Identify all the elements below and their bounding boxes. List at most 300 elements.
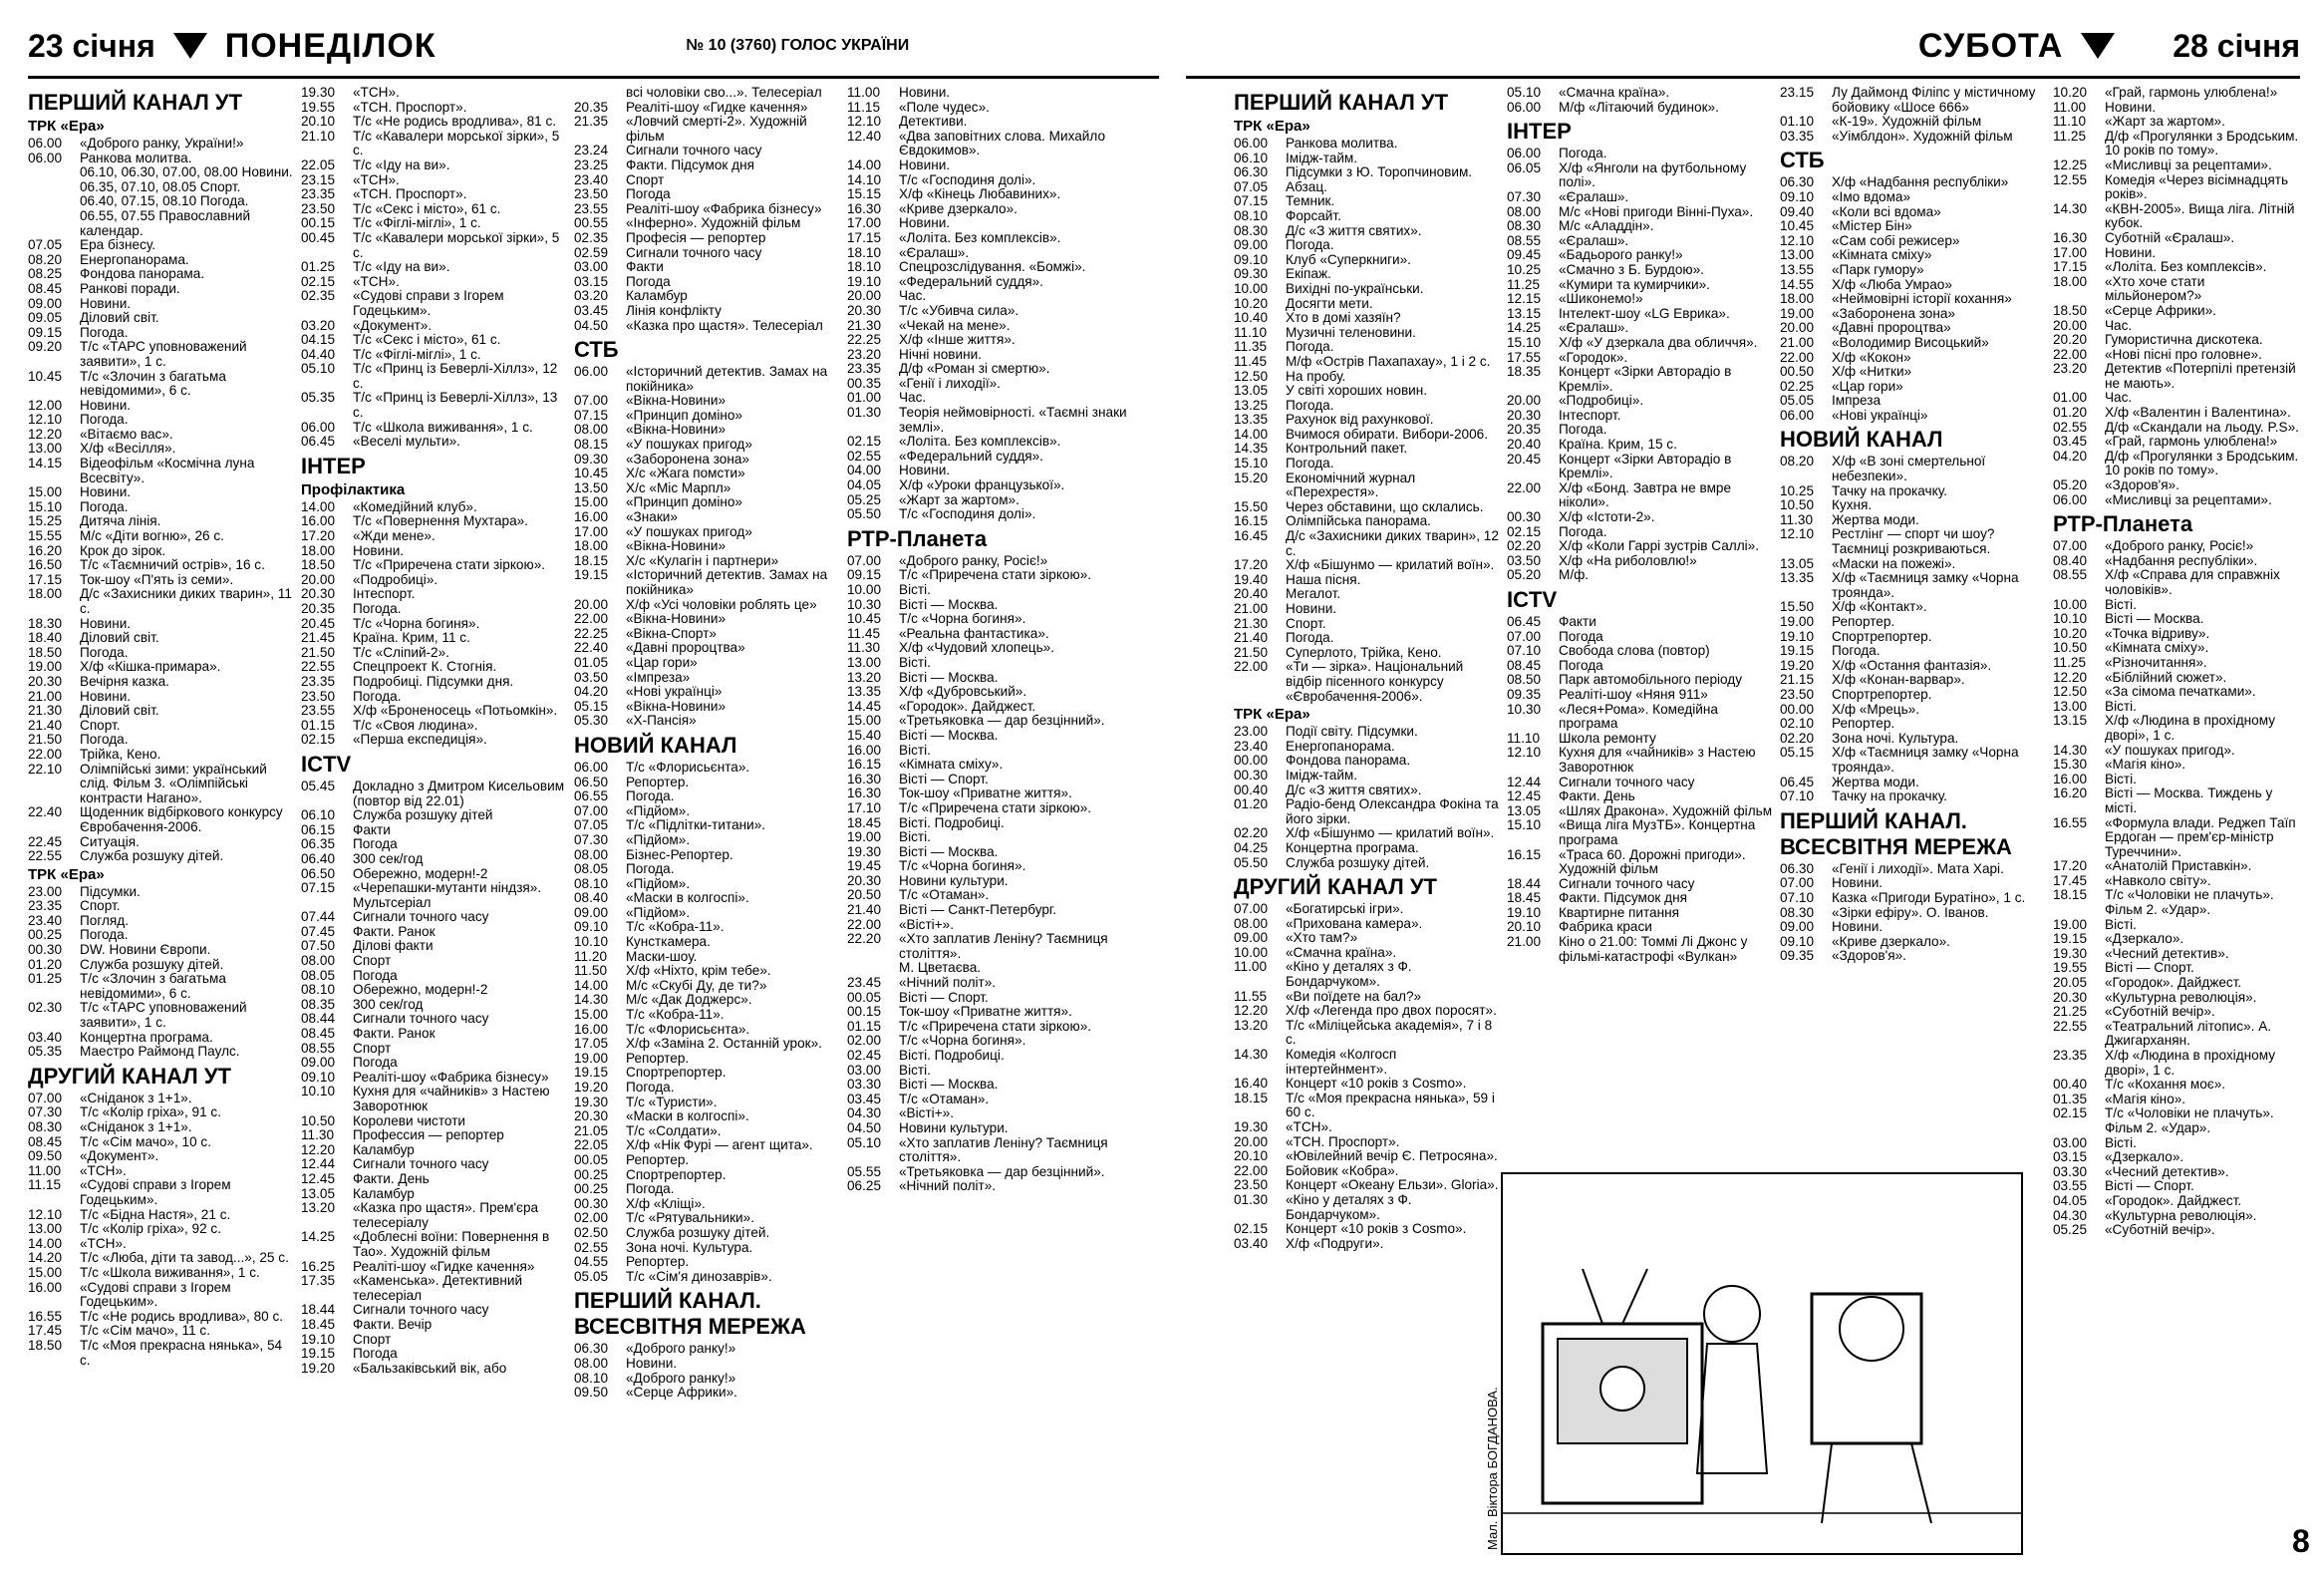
program-item — [1234, 238, 1501, 253]
program-title: Час. — [2105, 317, 2133, 333]
program-item — [1780, 920, 2047, 935]
program-time: 12.10 — [28, 412, 63, 428]
program-title: Країна. Крим, 15 с. — [1559, 437, 1677, 453]
program-title: «Вітаємо вас». — [80, 426, 173, 442]
program-time: 15.50 — [1234, 498, 1269, 514]
program-time: 03.00 — [847, 1062, 882, 1078]
program-title: Абзац. — [1286, 178, 1327, 194]
program-time: 10.20 — [1234, 295, 1269, 311]
program-item — [28, 253, 295, 268]
program-title: Погода. — [353, 601, 402, 616]
program-title: «Кіно у деталях з Ф. Бондарчуком». — [1286, 1191, 1412, 1222]
program-title: «Доброго ранку!» — [626, 1370, 736, 1386]
program-time: 13.35 — [847, 684, 882, 700]
program-title: Концерт «10 років з Cosmo». — [1286, 1221, 1467, 1237]
program-time: 07.05 — [1234, 178, 1269, 194]
program-item — [1780, 789, 2047, 804]
program-item — [2053, 685, 2300, 700]
program-title: Т/с «Сім мачо», 10 с. — [80, 1133, 212, 1149]
program-item — [574, 453, 841, 468]
program-item — [28, 514, 295, 529]
program-title: Т/с «Моя прекрасна нянька», 54 с. — [80, 1337, 283, 1368]
program-title: «Мисливці за рецептами». — [2105, 157, 2272, 172]
program-item — [1234, 931, 1501, 946]
program-time: 20.30 — [574, 1108, 609, 1124]
program-title: Діловий світ. — [80, 703, 159, 719]
program-item — [1234, 355, 1501, 370]
program-title: Х/ф «Весілля». — [80, 441, 176, 457]
program-title: «Доброго ранку!» — [626, 1341, 736, 1357]
program-title: Досягти мети. — [1286, 295, 1373, 311]
program-item — [1234, 646, 1501, 661]
program-title: «Реальна фантастика». — [899, 625, 1049, 641]
program-time: 14.30 — [2053, 200, 2088, 216]
program-item — [1507, 86, 1774, 101]
program-time: 02.30 — [28, 1000, 63, 1016]
program-item — [1234, 1193, 1501, 1222]
program-item — [2053, 493, 2300, 508]
program-time: 22.25 — [574, 625, 609, 641]
program-item — [301, 173, 568, 188]
program-title: Т/с «Господиня долі». — [899, 506, 1036, 522]
program-time: 18.30 — [28, 615, 63, 631]
program-time: 23.40 — [28, 912, 63, 928]
program-title: Суботній «Єралаш». — [2105, 229, 2235, 245]
program-item — [574, 1096, 841, 1110]
program-item — [847, 130, 1146, 158]
program-title: Т/с «Сім мачо», 11 с. — [80, 1323, 210, 1339]
program-time: 23.55 — [574, 200, 609, 216]
program-time: 23.40 — [1234, 738, 1269, 754]
program-time: 17.35 — [301, 1273, 336, 1289]
program-time: 08.00 — [574, 846, 609, 862]
program-title: Рахунок від рахункової. — [1286, 412, 1434, 428]
program-item — [1234, 660, 1501, 704]
program-item — [1780, 935, 2047, 950]
program-title: Вісті. — [899, 654, 931, 670]
program-item — [28, 1222, 295, 1237]
program-title: «Чекай на мене». — [899, 317, 1011, 333]
program-title: «Маски на пожежі». — [1832, 555, 1956, 571]
program-title: Погода. — [626, 1080, 675, 1095]
program-title: «Зірки ефіру». О. Іванов. — [1832, 904, 1989, 920]
program-time: 08.00 — [1234, 915, 1269, 931]
program-time: 08.10 — [574, 1370, 609, 1386]
program-item — [1234, 267, 1501, 282]
program-time: 23.50 — [301, 200, 336, 216]
program-time: 14.55 — [1780, 276, 1815, 292]
program-title: «Підйом». — [626, 831, 691, 847]
program-title: Вісті — Спорт. — [899, 989, 989, 1005]
program-item — [847, 991, 1146, 1006]
program-item — [1780, 263, 2047, 278]
program-time: 05.50 — [847, 506, 882, 522]
program-item — [28, 660, 295, 675]
program-title: Ранкова молитва. — [80, 150, 192, 165]
program-time: 07.15 — [1234, 193, 1269, 209]
program-time: 13.00 — [847, 654, 882, 670]
program-title: Новини культури. — [899, 872, 1009, 888]
program-time: 10.45 — [28, 368, 63, 384]
program-time: 18.50 — [2053, 302, 2088, 318]
program-time: 20.30 — [2053, 989, 2088, 1005]
program-item — [1234, 754, 1501, 769]
program-item — [1780, 862, 2047, 877]
program-title: 06.35, 07.10, 08.05 Спорт. — [80, 178, 241, 194]
program-item — [574, 365, 841, 394]
program-title: «Сам собі режисер» — [1832, 232, 1960, 248]
program-item — [1780, 949, 2047, 964]
program-time: 06.50 — [574, 774, 609, 789]
program-time: 15.30 — [2053, 757, 2088, 773]
left-day: ПОНЕДІЛОК — [224, 26, 436, 65]
program-item — [847, 319, 1146, 334]
program-title: Спортрепортер. — [626, 1166, 726, 1182]
program-title: Час. — [899, 288, 927, 304]
program-time: 12.50 — [2053, 684, 2088, 700]
program-title: Факти. День — [1559, 788, 1635, 804]
program-item — [301, 231, 568, 260]
program-title: Х/ф «В зоні смертельної небезпеки». — [1832, 454, 1986, 484]
program-item — [28, 885, 295, 900]
program-title: «Нові українці» — [626, 684, 723, 700]
program-time: 06.15 — [301, 821, 336, 837]
program-title: «Хто там?» — [1286, 930, 1358, 946]
program-item — [1507, 510, 1774, 525]
program-time: 01.20 — [28, 956, 63, 972]
program-time: 06.00 — [1780, 407, 1815, 423]
program-time: 18.45 — [1507, 890, 1542, 906]
program-title: Інтеспорт. — [1559, 407, 1621, 423]
program-title: «Принцип доміно» — [626, 407, 742, 423]
program-time: 19.30 — [301, 86, 336, 100]
program-item — [574, 101, 841, 116]
program-item — [1507, 248, 1774, 263]
program-item — [1507, 804, 1774, 819]
program-item — [2053, 260, 2300, 275]
program-title: Через обставини, що склались. — [1286, 498, 1484, 514]
program-time: 04.50 — [574, 317, 609, 333]
program-time: 02.25 — [1780, 378, 1815, 394]
program-item — [2053, 348, 2300, 363]
program-title: Новини. — [2105, 99, 2157, 115]
program-item — [2053, 859, 2300, 874]
program-item — [574, 1211, 841, 1226]
program-title: Мегалот. — [1286, 586, 1341, 602]
program-title: Погода. — [1832, 643, 1881, 659]
program-time: 07.05 — [574, 817, 609, 833]
program-time: 15.10 — [1507, 817, 1542, 833]
program-title: «Хто хоче стати мільйонером?» — [2105, 273, 2205, 304]
program-item — [2053, 86, 2300, 101]
program-time: 08.00 — [574, 422, 609, 438]
program-time: 12.44 — [1507, 774, 1542, 789]
program-item — [1780, 380, 2047, 395]
program-item — [301, 983, 568, 998]
program-time: 02.45 — [847, 1048, 882, 1063]
program-title: «Богатирські ігри». — [1286, 901, 1404, 917]
program-title: «Доброго ранку, України!» — [80, 136, 244, 151]
program-time: 22.55 — [301, 659, 336, 675]
program-time: 09.50 — [574, 1385, 609, 1401]
program-time: 12.20 — [2053, 669, 2088, 685]
program-time: 08.30 — [1234, 222, 1269, 238]
program-title: Ситуація. — [80, 833, 140, 849]
program-item — [2053, 947, 2300, 962]
program-title: Д/ф «Роман зі смертю». — [899, 361, 1050, 377]
program-time: 02.15 — [1234, 1221, 1269, 1237]
program-item — [847, 406, 1146, 435]
program-time: 11.20 — [574, 948, 608, 964]
program-item — [2053, 1223, 2300, 1238]
program-title: Т/с «Кавалери морської зірки», 5 с. — [353, 229, 560, 260]
program-item — [28, 428, 295, 443]
program-title: «За сімома печатками». — [2105, 684, 2256, 700]
program-time: 06.30 — [574, 1341, 609, 1357]
program-item — [574, 231, 841, 246]
program-item — [1234, 1048, 1501, 1077]
program-time: 00.30 — [1507, 509, 1542, 525]
program-item — [301, 1230, 568, 1259]
program-item — [574, 1052, 841, 1067]
program-title: М/с «Нові пригоди Вінні-Пуха». — [1559, 203, 1754, 219]
program-time: 06.30 — [1780, 174, 1815, 190]
program-item — [1780, 644, 2047, 659]
program-title: Музичні теленовини. — [1286, 324, 1416, 340]
program-title: Вісті — Москва. — [899, 669, 999, 685]
program-title: Служба розшуку дітей. — [626, 1224, 770, 1240]
program-item — [301, 362, 568, 391]
program-item — [847, 903, 1146, 918]
program-title: Погода. — [1286, 339, 1334, 355]
program-time: 10.45 — [1780, 218, 1815, 234]
program-item — [2053, 568, 2300, 597]
program-title: Т/с «Своя людина». — [353, 717, 478, 733]
program-time: 19.30 — [2053, 945, 2088, 961]
program-time: 12.40 — [847, 128, 882, 144]
program-time: 01.00 — [847, 390, 882, 406]
program-title: Енергопанорама. — [80, 251, 189, 267]
program-title: «Третьяковка — дар безцінний». — [899, 713, 1105, 729]
program-time: 03.45 — [574, 302, 609, 318]
program-item — [28, 1105, 295, 1120]
program-title: «Неймовірні історії кохання» — [1832, 291, 2012, 307]
program-title: Дитяча лінія. — [80, 513, 161, 529]
program-item — [847, 758, 1146, 773]
program-item — [574, 1066, 841, 1081]
program-time — [28, 194, 80, 209]
program-item — [847, 260, 1146, 275]
program-time: 16.15 — [847, 757, 882, 773]
program-item — [1234, 180, 1501, 195]
program-item — [1780, 205, 2047, 220]
program-item — [847, 816, 1146, 831]
program-time: 16.00 — [28, 1279, 63, 1295]
program-time: 22.55 — [28, 848, 63, 864]
program-time: 23.55 — [301, 703, 336, 719]
program-time: 22.10 — [28, 761, 63, 777]
listing-column — [1780, 86, 2047, 1162]
program-title: Гумористична дискотека. — [2105, 332, 2263, 348]
program-title: Інтелект-шоу «LG Еврика». — [1559, 305, 1730, 321]
program-title: Т/с «Кобра-11». — [626, 919, 725, 935]
program-item — [1780, 498, 2047, 513]
program-title: Новини. — [899, 157, 951, 172]
program-title: Концерт «Океану Ельзи». Gloria». — [1286, 1177, 1499, 1193]
program-item — [1507, 630, 1774, 645]
program-title: «Сніданок з 1+1». — [80, 1090, 192, 1105]
program-title: 300 сек/год — [353, 996, 424, 1012]
program-time: 10.00 — [1234, 280, 1269, 296]
program-title: «Культурна революція». — [2105, 989, 2257, 1005]
program-title: Т/с «Злочин з багатьма невідомими», 6 с. — [80, 368, 226, 399]
program-item — [1234, 1237, 1501, 1252]
channel-heading: НОВИЙ КАНАЛ — [574, 732, 737, 758]
program-title: Новини. — [1832, 875, 1884, 891]
program-title: Вісті — Санкт-Петербург. — [899, 902, 1057, 918]
program-time: 04.50 — [847, 1119, 882, 1135]
program-time: 09.10 — [301, 1069, 336, 1085]
program-time: 07.15 — [574, 407, 609, 423]
program-time: 19.55 — [2053, 960, 2088, 976]
program-item — [28, 849, 295, 864]
program-title: «Перша експедиція». — [353, 732, 487, 748]
program-title: «Ти — зірка». Національний відбір пісенного конкурсу «Євробачення-2006». — [1286, 659, 1464, 704]
program-title: «У пошуках пригод» — [626, 523, 752, 539]
program-time: 17.00 — [2053, 244, 2088, 260]
program-item — [28, 914, 295, 929]
program-title: Вісті — Москва. — [899, 1077, 999, 1093]
program-time: 10.45 — [574, 466, 609, 481]
program-title: Ток-шоу «Приватне життя». — [899, 1004, 1072, 1020]
program-item — [574, 789, 841, 804]
program-item — [574, 1037, 841, 1052]
program-title: Факти — [353, 821, 391, 837]
triangle-down-icon — [173, 33, 207, 59]
program-item — [2053, 656, 2300, 671]
program-item — [28, 646, 295, 661]
program-item — [847, 158, 1146, 173]
program-time: 13.20 — [301, 1200, 336, 1216]
program-item — [28, 748, 295, 763]
program-time: 06.00 — [574, 759, 609, 775]
program-title: Відеофільм «Космічна луна Всесвіту». — [80, 456, 255, 485]
program-title: Погода. — [1286, 456, 1334, 471]
program-item — [574, 1226, 841, 1241]
program-item — [28, 690, 295, 705]
program-item — [1507, 147, 1774, 161]
program-item — [301, 558, 568, 573]
program-item — [301, 86, 568, 101]
program-time: 19.15 — [1780, 643, 1815, 659]
program-time: 21.50 — [1234, 644, 1269, 660]
program-time: 16.15 — [1234, 513, 1269, 529]
program-item — [28, 1135, 295, 1150]
program-title: «ТСН». — [80, 1162, 127, 1178]
program-item — [1234, 960, 1501, 989]
program-item — [28, 675, 295, 690]
program-item — [847, 275, 1146, 290]
channel-heading: ПЕРШИЙ КАНАЛ. ВСЕСВІТНЯ МЕРЕЖА — [1780, 807, 2012, 859]
program-item — [574, 304, 841, 319]
program-item — [574, 685, 841, 700]
program-time: 17.15 — [2053, 259, 2088, 275]
program-time: 20.45 — [1507, 451, 1542, 467]
program-item — [1780, 175, 2047, 190]
program-item — [1234, 471, 1501, 500]
program-title: Погода. — [1559, 523, 1607, 539]
program-title: «Городок». — [1559, 349, 1628, 365]
program-time: 18.10 — [847, 259, 882, 275]
program-time: 14.00 — [28, 1235, 63, 1251]
program-title: Х/ф «Ніхто, крім тебе». — [626, 963, 771, 979]
program-time: 07.44 — [301, 909, 336, 925]
program-time: 09.50 — [28, 1148, 63, 1164]
program-time: 08.44 — [301, 1011, 336, 1027]
program-title: Погода. — [626, 1181, 675, 1197]
program-item — [1780, 732, 2047, 747]
program-item — [1780, 321, 2047, 336]
program-time: 09.35 — [1780, 948, 1815, 964]
program-item — [28, 704, 295, 719]
program-time: 19.40 — [1234, 571, 1269, 587]
program-title: «Знаки» — [626, 509, 678, 525]
program-title: Вісті. Подробиці. — [899, 1048, 1005, 1063]
program-title: Т/с «Принц із Беверлі-Хіллз», 12 с. — [353, 361, 558, 391]
program-title: «Здоров'я». — [2105, 477, 2179, 493]
program-title: Вісті. — [899, 829, 931, 845]
program-time: 11.25 — [2053, 128, 2087, 144]
program-item — [1780, 891, 2047, 906]
program-title: Погода — [1559, 657, 1603, 673]
program-title: Погода — [1559, 628, 1603, 644]
program-item — [1507, 659, 1774, 674]
program-item — [1234, 326, 1501, 341]
program-item — [847, 568, 1146, 583]
program-item — [28, 1149, 295, 1164]
program-item — [1234, 457, 1501, 471]
program-time: 08.40 — [2053, 552, 2088, 568]
program-item — [1780, 234, 2047, 249]
program-item — [574, 438, 841, 453]
program-title: Х/ф «Людина в прохідному дворі», 1 с. — [2105, 713, 2275, 743]
program-item — [574, 1182, 841, 1197]
program-title: Каламбур — [626, 288, 688, 304]
program-time: 09.15 — [28, 324, 63, 340]
program-title: Рестлінг — спорт чи шоу? Таємниці розкриваються. — [1832, 526, 1995, 557]
program-time: 12.10 — [28, 1206, 63, 1222]
program-title: Х/с «Жага помсти» — [626, 466, 745, 481]
program-time: 11.25 — [2053, 654, 2087, 670]
program-title: «Хто заплатив Леніну? Таємниця століття». — [899, 931, 1108, 961]
program-item — [28, 1237, 295, 1252]
program-title: «Вікна-Новини» — [626, 393, 726, 409]
program-title: Х/ф «Кокон» — [1832, 349, 1911, 365]
program-title: «Городок». Дайджест. — [899, 698, 1036, 714]
program-title: «Леся+Рома». Комедійна програма — [1559, 701, 1718, 732]
program-item — [847, 554, 1146, 569]
program-item — [1507, 732, 1774, 747]
program-title: Вісті — Спорт. — [899, 771, 989, 786]
program-time: 12.15 — [1507, 291, 1542, 307]
program-time: 08.55 — [1507, 232, 1542, 248]
program-time: 22.00 — [1780, 349, 1815, 365]
program-item — [1234, 1164, 1501, 1179]
program-item — [847, 773, 1146, 787]
program-time: 11.35 — [1234, 339, 1268, 355]
program-time: 12.45 — [1507, 788, 1542, 804]
program-time: 10.25 — [1507, 261, 1542, 277]
